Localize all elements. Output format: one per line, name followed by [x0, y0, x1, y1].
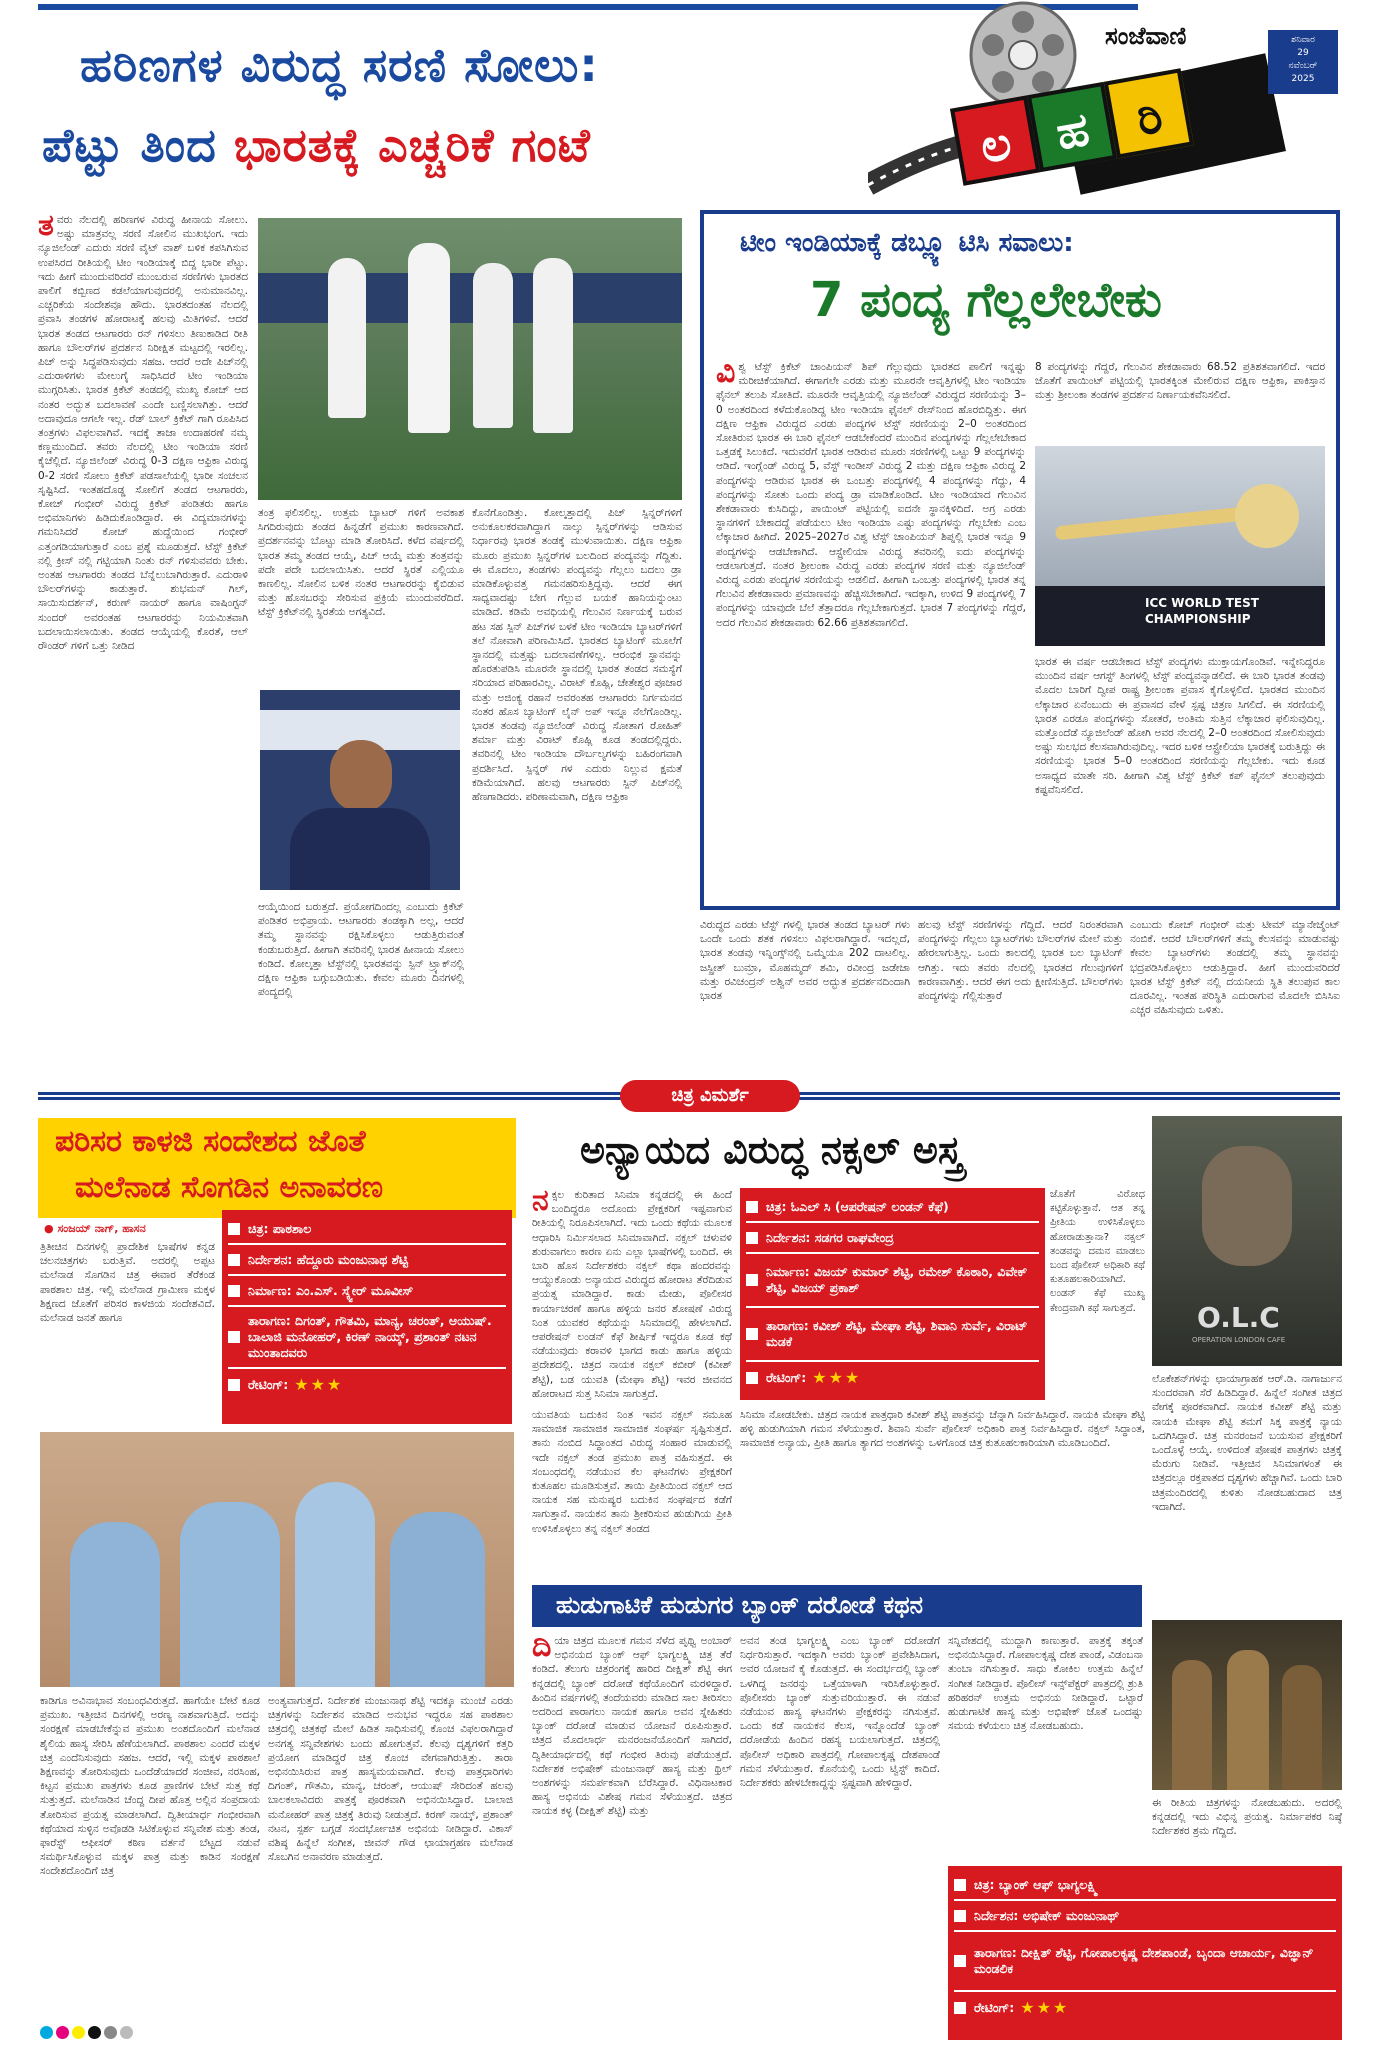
wtc-col2b: [1035, 655, 1325, 900]
wtc-col1: [716, 360, 1026, 900]
rating-stars: ★★★: [812, 1368, 862, 1387]
credit-text: ನಿರ್ದೇಶನ: ಅಭಿಷೇಕ್ ಮಂಜುನಾಥ್: [974, 1907, 1120, 1923]
credit-bullet: [746, 1328, 758, 1340]
credit-text: ಚಿತ್ರ: ಓಎಲ್ ಸಿ (ಆಪರೇಷನ್ ಲಂಡನ್ ಕೆಫೆ): [766, 1198, 949, 1214]
lead-article-col1: [38, 213, 248, 1081]
review2-col2: [532, 1408, 732, 1578]
review1-credits: [222, 1210, 512, 1424]
date-year: 2025: [1291, 74, 1315, 84]
credit-bullet: [746, 1201, 758, 1213]
review3-caption: [1152, 1796, 1342, 1856]
review3-col2: [740, 1634, 940, 2039]
review1-col1: [40, 1694, 260, 2039]
review1-headline-line2: ಮಲೆನಾಡ ಸೊಗಡಿನ ಅನಾವರಣ: [75, 1170, 383, 1205]
lead-headline-line1: ಹರಿಣಗಳ ವಿರುದ್ಧ ಸರಣಿ ಸೋಲು:: [80, 38, 599, 92]
team-walking-photo: [258, 218, 682, 500]
credit-row: [746, 1308, 1039, 1362]
lead-text-col3: ಕೊನೆಗೊಂಡಿತ್ತು. ಕೋಲ್ಕತ್ತಾದಲ್ಲಿ ಪಿಚ್ ಸ್ಪಿನ್ನರ್‌ಗಳಿಗೆ ಅನುಕೂಲಕರವಾಗಿದ್ದಾಗ ನಾಲ್ಕು ಸ್ಪಿನ್ನರ್‌ಗಳನ್ನು ಆಡಿಸುವ ನಿರ್ಧಾರವು ಭಾರತ ತಂಡಕ್ಕೆ ಮುಳುವಾಯಿತು. ದಕ್ಷಿಣ ಆಫ್ರಿಕಾ ಮೂರು ಪ್ರಮುಖ ಸ್ಪಿನ್ನರ್‌ಗಳ ಬಲದಿಂದ ಪಂದ್ಯವನ್ನು ಗೆದ್ದಿತು. ಈ ಮೊದಲು, ತಂಡಗಳು ಪಂದ್ಯವನ್ನು ಗೆಲ್ಲಲು ಬದಲು ಡ್ರಾ ಮಾಡಿಕೊಳ್ಳುವತ್ತ ಗಮನಹರಿಸುತ್ತಿದ್ದವು. ಆದರೆ ಈಗ ಸಾಧ್ಯವಾದಷ್ಟು ಬೇಗ ಗೆಲ್ಲುವ ಬಯಕೆ ಹಾನಿಯನ್ನುಂಟು ಮಾಡಿದೆ. ಕಡಿಮೆ ಅವಧಿಯಲ್ಲಿ ಗೆಲುವಿನ ನಿರ್ಣಯಕ್ಕೆ ಬರುವ ಹಟ ಸಹ ಸ್ಪಿನ್ ಪಿಚ್‌ಗಳ ಬಳಕೆ ಟೀಂ ಇಂಡಿಯಾ ಬ್ಯಾಟರ್‌ಗಳಿಗೆ ತಲೆ ನೋವಾಗಿ ಪರಿಣಮಿಸಿದೆ. ಭಾರತದ ಬ್ಯಾಟಿಂಗ್ ಮೂಲೆಗೆ ಸ್ಥಾನದಲ್ಲಿ ಮತ್ತಷ್ಟು ಬದಲಾವಣೆಗಳಿಲ್ಲ. ಆರಂಭಿಕ ಸ್ಥಾನವನ್ನು ಹೊರತುಪಡಿಸಿ ಮೂರನೇ ಸ್ಥಾನದಲ್ಲಿ ಭಾರತ ತಂಡದ ಸಮಸ್ಯೆಗೆ ಸರಿಯಾದ ಪರಿಹಾರವಿಲ್ಲ. ವಿರಾಟ್ ಕೊಹ್ಲಿ, ಚೇತೇಶ್ವರ ಪೂಜಾರ ಮತ್ತು ಅಜಿಂಕ್ಯ ರಹಾನೆ ಅವರಂತಹ ಆಟಗಾರರು ನಿರ್ಗಮನದ ನಂತರ ಹೊಸ ಬ್ಯಾಟಿಂಗ್ ಲೈನ್ ಅಪ್ ಇನ್ನೂ ನೆಲೆಗೊಂಡಿಲ್ಲ. ಭಾರತ ತಂಡವು ನ್ಯೂಜಿಲೆಂಡ್ ವಿರುದ್ಧ ಸೋತಾಗ ರೋಹಿತ್ ಶರ್ಮಾ ಮತ್ತು ವಿರಾಟ್ ಕೊಹ್ಲಿ ಕೂಡ ತಂಡದಲ್ಲಿದ್ದರು. ತವರಿನಲ್ಲಿ ಟೀಂ ಇಂಡಿಯಾ ದೌರ್ಬಲ್ಯಗಳನ್ನು ಬಹಿರಂಗವಾಗಿ ಪ್ರದರ್ಶಿಸಿದೆ. ಸ್ಪಿನ್ನರ್ ಗಳ ಎದುರು ನಿಲ್ಲುವ ಕ್ಷಮತೆ ಕಡಿಮೆಯಾಗಿದೆ. ಹಲವು ಆಟಗಾರರು ಸ್ಪಿನ್ ಪಿಚ್‌ನಲ್ಲಿ ಹೆಣಗಾಡಿದರು. ಪರಿಣಾಮವಾಗಿ, ದಕ್ಷಿಣ ಆಫ್ರಿಕಾ: [472, 507, 682, 804]
rating-row: [954, 1992, 1336, 2023]
coach-jersey: [290, 808, 430, 890]
review3-dropcap: ದಿ: [532, 1634, 552, 1664]
review3-col3: [948, 1634, 1143, 1859]
review1-text-col1: ಕಾಡಿಗೂ ಅವಿನಾಭಾವ ಸಂಬಂಧವಿರುತ್ತದೆ. ಹಾಗೆಯೇ ಬೇಟೆ ಕೂಡ ಪ್ರಮುಖ. ಇತ್ತೀಚಿನ ದಿನಗಳಲ್ಲಿ ಅರಣ್ಯ ನಾಶವಾಗುತ್ತಿದೆ. ಅದನ್ನು ಸಂರಕ್ಷಣೆ ಮಾಡಬೇಕೆನ್ನುವ ಪ್ರಮುಖ ಅಂಶದೊಂದಿಗೆ ಮಲೆನಾಡ ಶೈಲಿಯ ಹಾಸ್ಯ ಸೇರಿಸಿ ಹೆಣೆಯಲಾಗಿದೆ. ಪಾಠಶಾಲ ಎಂದರೆ ಮಕ್ಕಳ ಚಿತ್ರ ಎಂದೆನಿಸುವುದು ಸಹಜ. ಆದರೆ, ಇಲ್ಲಿ ಮಕ್ಕಳ ಪಾಠಶಾಲೆ ಶಿಕ್ಷಣವನ್ನು ತೋರಿಸುವುದು ಒಂದೆಡೆಯಾದರೆ ಸಂಜೀವ, ನರಸಿಂಹ, ಕಿಟ್ಟನ ಪ್ರಮುಖ ಪಾತ್ರಗಳು ಕೂಡ ಪ್ರಾಣಿಗಳ ಬೇಟೆ ಸುತ್ತ ಕಥೆ ಸುತ್ತುತ್ತದೆ. ಮಲೆನಾಡಿನ ಚೆಂದ್ದ ದೀಪ ಹೊತ್ತ ಅಲ್ಲಿನ ಸಂಪ್ರದಾಯ ತೋರಿಸುವ ಪ್ರಯತ್ನ ಮಾಡಲಾಗಿದೆ. ದ್ವಿತೀಯಾರ್ಧ ಗಂಭೀರವಾಗಿ ಕಥೆಯಾದ ಸುಳ್ಳಿನ ಅವೊಡಡಿ ಸಿಟಿಕೊಳ್ಳುವ ಸನ್ನಿವೇಶ ಮತ್ತು ತಂಡ, ಫಾರೆಸ್ಟ್ ಆಫೀಸರ್ ಕಠಿಣ ವರ್ತನೆ ಬೆಟ್ಟದ ನಡುವೆ ಸಮರ್ಥಿಸಿಕೊಳ್ಳುವ ಮಕ್ಕಳ ಪಾತ್ರ ಮತ್ತು ಕಾಡಿನ ಸಂರಕ್ಷಣೆ ಸಂದೇಶದೊಂದಿಗೆ ಚಿತ್ರ: [40, 1695, 260, 1878]
credit-row: [746, 1192, 1039, 1223]
credit-row: [746, 1254, 1039, 1308]
credit-bullet: [746, 1232, 758, 1244]
review2-credits: [740, 1188, 1045, 1400]
trophy-caption-2: CHAMPIONSHIP: [1145, 612, 1251, 626]
lead-text-col2b: ಆಯ್ಕೆಯಿಂದ ಬರುತ್ತದೆ. ಪ್ರಯೋಗದಿಂದಲ್ಲ ಎಂಬುದು ಕ್ರಿಕೆಟ್ ಪಂಡಿತರ ಅಭಿಪ್ರಾಯ. ಆಟಗಾರರು ತಂಡಕ್ಕಾಗಿ ಅಲ್ಲ, ಆದರೆ ತಮ್ಮ ಸ್ಥಾನವನ್ನು ರಕ್ಷಿಸಿಕೊಳ್ಳಲು ಆಡುತ್ತಿರುವಂತೆ ಕಂಡುಬರುತ್ತಿದೆ. ಹೀಗಾಗಿ ತವರಿನಲ್ಲಿ ಭಾರತ ಹೀನಾಯ ಸೋಲು ಕಂಡಿದೆ. ಕೋಲ್ಕತ್ತಾ ಟೆಸ್ಟ್‌ನಲ್ಲಿ ಭಾರತವನ್ನು ಸ್ಪಿನ್ ಟ್ರ್ಯಾಕ್‌ನಲ್ಲಿ ದಕ್ಷಿಣ ಆಫ್ರಿಕಾ ಬಗ್ಗುಬಡಿಯಿತು. ಕೇವಲ ಮೂರು ದಿನಗಳಲ್ಲಿ ಪಂದ್ಯದಲ್ಲಿ: [258, 901, 464, 999]
reg-dot: [56, 2026, 69, 2039]
wtc-trophy-photo: [1035, 446, 1325, 646]
review1-intro: [40, 1240, 215, 1420]
date-month: ನವೆಂಬರ್: [1288, 61, 1318, 71]
review1-intro-text: ತ್ರಿತೀಚಿನ ದಿನಗಳಲ್ಲಿ ಪ್ರಾದೇಶಿಕ ಭಾಷೆಗಳ ಕನ್ನಡ ಚಲನಚಿತ್ರಗಳು ಬರುತ್ತಿವೆ. ಅದರಲ್ಲಿ ಅಪ್ಪಟ ಮಲೆನಾಡ ಸೊಗಡಿನ ಚಿತ್ರ ಈವಾರ ತೆರೆಕಂಡ ಪಾಠಶಾಲ ಚಿತ್ರ. ಇಲ್ಲಿ ಮಲೆನಾಡ ಗ್ರಾಮೀಣ ಮಕ್ಕಳ ಶಿಕ್ಷಣದ ಜೊತೆಗೆ ಪರಿಸರ ಕಾಳಜಿಯ ಸಂದೇಶವಿದೆ. ಮಲೆನಾಡ ಜನತೆ ಹಾಗೂ: [40, 1241, 215, 1325]
section-letter: ಲ: [950, 95, 1040, 185]
lead-headline-line2: [42, 118, 591, 174]
review2-col1: [532, 1188, 732, 1403]
credit-text: ಚಿತ್ರ: ಪಾಠಶಾಲ: [248, 1220, 312, 1236]
rating-row: [228, 1369, 506, 1400]
review3-text-col1: ಯಾ ಚಿತ್ರದ ಮೂಲಕ ಗಮನ ಸೆಳೆದ ಪೃಥ್ವಿ ಅಂಬಾರ್ ಅಭಿನಯದ ಬ್ಯಾಂಕ್ ಆಫ್ ಭಾಗ್ಯಲಕ್ಷ್ಮಿ ಚಿತ್ರ ತೆರೆ ಕಂಡಿದೆ. ತೆಲುಗು ಚಿತ್ರರಂಗಕ್ಕೆ ಹಾರಿದ ದೀಕ್ಷಿತ್ ಶೆಟ್ಟಿ ಈಗ ಕನ್ನಡದಲ್ಲಿ ಬ್ಯಾಂಕ್ ದರೋಡೆ ಕಥೆಯೊಂದಿಗೆ ಮರಳಿದ್ದಾರೆ. ಹಿಂದಿನ ವರ್ಷಗಳಲ್ಲಿ ತಂದೆಯವರು ಮಾಡಿದ ಸಾಲ ತೀರಿಸಲು ಅದರಿಂದ ಪಾರಾಗಲು ನಾಯಕ ಹಾಗೂ ಅವನ ಸ್ನೇಹಿತರು ಬ್ಯಾಂಕ್ ದರೋಡೆ ಮಾಡುವ ಯೋಜನೆ ರೂಪಿಸುತ್ತಾರೆ. ಚಿತ್ರದ ಮೊದಲಾರ್ಧ ಮನರಂಜನೆಯೊಂದಿಗೆ ಸಾಗಿದರೆ, ದ್ವಿತೀಯಾರ್ಧದಲ್ಲಿ ಕಥೆ ಗಂಭೀರ ತಿರುವು ಪಡೆಯುತ್ತದೆ. ನಿರ್ದೇಶಕ ಅಭಿಷೇಕ್ ಮಂಜುನಾಥ್ ಹಾಸ್ಯ ಮತ್ತು ಥ್ರಿಲ್ ಅಂಶಗಳನ್ನು ಸಮರ್ಪಕವಾಗಿ ಬೆರೆಸಿದ್ದಾರೆ. ವಿಧಿನಾಟಕಾರ ಹಾಸ್ಯ ಅಭಿನಯ ವಿಶೇಷ ಗಮನ ಸೆಳೆಯುತ್ತದೆ. ಚಿತ್ರದ ನಾಯಕ ಕಳ್ಳ (ದೀಕ್ಷಿತ್ ಶೆಟ್ಟಿ) ಮತ್ತು: [532, 1635, 732, 1818]
credit-bullet: [228, 1254, 240, 1266]
credit-bullet: [954, 1955, 966, 1967]
reg-dot: [88, 2026, 101, 2039]
review2-dropcap: ನ: [532, 1188, 549, 1218]
lead-bottom-col-b: [918, 918, 1123, 1083]
lead-article-col2: [258, 506, 464, 686]
review1-text-col2: ಅಂತ್ಯವಾಗುತ್ತದೆ. ನಿರ್ದೇಶಕ ಮಂಜುನಾಥ ಶೆಟ್ಟಿ ಇದಕ್ಕೂ ಮುಂಚೆ ಎರಡು ಚಿತ್ರಗಳನ್ನು ನಿರ್ದೇಶನ ಮಾಡಿದ ಅನುಭವ ಇದ್ದರೂ ಸಹ ಪಾಠಶಾಲ ಚಿತ್ರದಲ್ಲಿ ಚಿತ್ರಕಥೆ ಮೇಲೆ ಹಿಡಿತ ಸಾಧಿಸುವಲ್ಲಿ ಕೊಂಚ ವಿಫಲರಾಗಿದ್ದಾರೆ ಅನಗತ್ಯ ಸನ್ನಿವೇಶಗಳು ಬಂದು ಹೋಗುತ್ತವೆ. ಕೆಲವು ದೃಶ್ಯಗಳಿಗೆ ಕತ್ತರಿ ಪ್ರಯೋಗ ಮಾಡಿದ್ದರೆ ಚಿತ್ರ ಕೊಂಚ ವೇಗವಾಗಿರುತ್ತಿತ್ತು. ತಾರಾ ಅಭಿನಯಿಸಿರುವ ಪಾತ್ರ ಹಾಸ್ಯಮಯವಾಗಿದೆ. ಕೆಲವು ಪಾತ್ರಧಾರಿಗಳು ದಿಗಂತ್, ಗೌತಮಿ, ಮಾನ್ಯ, ಚರಂತ್, ಆಯುಷ್ ಸೇರಿದಂತೆ ಹಲವು ಬಾಲಕಲಾವಿದರು ಪಾತ್ರಕ್ಕೆ ಪೂರಕವಾಗಿ ಅಭಿನಯಿಸಿದ್ದಾರೆ. ಬಾಲಾಜಿ ಮನೋಹರ್ ಪಾತ್ರ ಚಿತ್ರಕ್ಕೆ ತಿರುವು ನೀಡುತ್ತದೆ. ಕಿರಣ್ ನಾಯ್ಕ್, ಪ್ರಶಾಂತ್ ನಟನ, ಸ್ಪರ್ಶ ಬಗ್ಗಡೆ ಸಂದರ್ಭೋಚಿತ ಅಭಿನಯ ನೀಡಿದ್ದಾರೆ. ವಿಕಾಸ್ ವಶಿಷ್ಠ ಹಿನ್ನೆಲೆ ಸಂಗೀತ, ಜೀವನ್ ಗೌಡ ಛಾಯಾಗ್ರಹಣ ಮಲೆನಾಡ ಸೊಬಗಿನ ಅನಾವರಣ ಮಾಡುತ್ತದೆ.: [268, 1695, 513, 1864]
headline-part-red: ಭಾರತಕ್ಕೆ ಎಚ್ಚರಿಕೆ ಗಂಟೆ: [233, 118, 591, 172]
credit-row: [954, 1901, 1336, 1932]
review2-text-col4: ಲೊಕೇಶನ್‌ಗಳನ್ನು ಛಾಯಾಗ್ರಾಹಕ ಆರ್.ಡಿ. ನಾಗಾರ್ಜುನ ಸುಂದರವಾಗಿ ಸೆರೆ ಹಿಡಿದಿದ್ದಾರೆ. ಹಿನ್ನೆಲೆ ಸಂಗೀತ ಚಿತ್ರದ ವೇಗಕ್ಕೆ ಪೂರಕವಾಗಿದೆ. ನಾಯಕ ಕವೀಶ್ ಶೆಟ್ಟಿ ಮತ್ತು ನಾಯಕಿ ಮೇಘಾ ಶೆಟ್ಟಿ ತಮಗೆ ಸಿಕ್ಕ ಪಾತ್ರಕ್ಕೆ ನ್ಯಾಯ ಒದಗಿಸಿದ್ದಾರೆ. ಚಿತ್ರ ಮನರಂಜನೆ ಬಯಸುವ ಪ್ರೇಕ್ಷಕರಿಗೆ ಒಂದೊಳ್ಳೆ ಆಯ್ಕೆ. ಉಳಿದಂತೆ ಪೋಷಕ ಪಾತ್ರಗಳು ಚಿತ್ರಕ್ಕೆ ಮೆರುಗು ನೀಡಿವೆ. ಇತ್ತೀಚಿನ ಸಿನಿಮಾಗಳಂತೆ ಈ ಚಿತ್ರದಲ್ಲೂ ರಕ್ತಪಾತದ ದೃಶ್ಯಗಳು ಹೆಚ್ಚಾಗಿವೆ. ಒಂದು ಬಾರಿ ಚಿತ್ರಮಂದಿರದಲ್ಲಿ ಕುಳಿತು ನೋಡಬಹುದಾದ ಚಿತ್ರ ಇದಾಗಿದೆ.: [1152, 1373, 1342, 1513]
brand-logo: ಸಂಜೆವಾಣಿ: [1105, 22, 1187, 50]
review3-text-col3: ಸನ್ನಿವೇಶದಲ್ಲಿ ಮುದ್ದಾಗಿ ಕಾಣುತ್ತಾರೆ. ಪಾತ್ರಕ್ಕೆ ತಕ್ಕಂತೆ ಅಭಿನಯಿಸಿದ್ದಾರೆ. ಗೋಪಾಲಕೃಷ್ಣ ದೇಶ ಪಾಂಡೆ, ವಿಡಂಬನಾ ತುಂಬಾ ನಗಿಸುತ್ತಾರೆ. ಸಾಧು ಕೋಕಿಲ ಉತ್ತಮ ಹಿನ್ನೆಲೆ ಸಂಗೀತ ನೀಡಿದ್ದಾರೆ. ಪೊಲೀಸ್ ಇನ್ಸ್‌ಪೆಕ್ಟರ್ ಪಾತ್ರದಲ್ಲಿ ಶ್ರುತಿ ಹರಿಹರನ್ ಉತ್ತಮ ಅಭಿನಯ ನೀಡಿದ್ದಾರೆ. ಒಟ್ಟಾರೆ ಹುಡುಗಾಟಿಕೆ ಹಾಸ್ಯ ಮತ್ತು ಅಭಿಷೇಕ್ ಜೊತೆ ಒಂದಷ್ಟು ಸಮಯ ಕಳೆಯಲು ಚಿತ್ರ ನೋಡಬಹುದು.: [948, 1635, 1143, 1733]
wtc-text-col2b: ಭಾರತ ಈ ವರ್ಷ ಆಡಬೇಕಾದ ಟೆಸ್ಟ್ ಪಂದ್ಯಗಳು ಮುಕ್ತಾಯಗೊಂಡಿವೆ. ಇನ್ನೇನಿದ್ದರೂ ಮುಂದಿನ ವರ್ಷ ಆಗಸ್ಟ್ ತಿಂಗಳಲ್ಲಿ ಟೆಸ್ಟ್ ಪಂದ್ಯವನ್ನಾಡಲಿದೆ. ಈ ಬಾರಿ ಭಾರತ ತಂಡವು ಮೊದಲ ಬಾರಿಗೆ ದ್ವೀಪ ರಾಷ್ಟ್ರ ಶ್ರೀಲಂಕಾ ಪ್ರವಾಸ ಕೈಗೊಳ್ಳಲಿದೆ. ಭಾರತದ ಮುಂದಿನ ಲೆಕ್ಕಾಚಾರ ಏನೆಂಬುದು ಈ ಪ್ರವಾಸದ ವೇಳೆ ಸ್ಪಷ್ಟ ಚಿತ್ರಣ ಸಿಗಲಿದೆ. ಈ ಸರಣಿಯಲ್ಲಿ ಭಾರತ ಎರಡೂ ಪಂದ್ಯಗಳನ್ನು ಸೋತರೆ, ಅಂತಿಮ ಸುತ್ತಿನ ಲೆಕ್ಕಾಚಾರ ಫಲಿಸುವುದಿಲ್ಲ. ಮತ್ತೊಂದೆಡೆ ನ್ಯೂಜಿಲೆಂಡ್ ಹೋಗಿ ಅವರ ನೆಲದಲ್ಲಿ 2–0 ಅಂತರದಿಂದ ಸೋಲಿಸುವುದು ಅಷ್ಟು ಸುಲಭದ ಕೆಲಸವಾಗಿರುವುದಿಲ್ಲ. ಇದರ ಬಳಿಕ ಆಸ್ಟ್ರೇಲಿಯಾ ಭಾರತಕ್ಕೆ ಬರುತ್ತಿದ್ದು ಈ ಸರಣಿಯನ್ನು ಭಾರತ 5–0 ಅಂತರದಿಂದ ಸರಣಿಯನ್ನು ಗೆಲ್ಲಬೇಕು. ಇದು ಕೂಡ ಅಸಾಧ್ಯದ ಮಾತೇ ಸರಿ. ಹೀಗಾಗಿ ವಿಶ್ವ ಟೆಸ್ಟ್ ಕ್ರಿಕೆಟ್ ಕಪ್ ಫೈನಲ್ ತಲುಪುವುದು ಕಷ್ಟವೆನಿಸಲಿದೆ.: [1035, 656, 1325, 796]
review1-headline-line1: ಪರಿಸರ ಕಾಳಜಿ ಸಂದೇಶದ ಜೊತೆ: [55, 1124, 366, 1159]
credit-text: ತಾರಾಗಣ: ದಿಗಂತ್, ಗೌತಮಿ, ಮಾನ್ಯ, ಚರಂತ್, ಆಯುಷ್. ಬಾಲಾಜಿ ಮನೋಹರ್, ಕಿರಣ್ ನಾಯ್ಕ್, ಪ್ರಶಾಂತ್ ನಟನ ಮುಂತಾದವರು: [248, 1313, 492, 1360]
mace-handle: [1055, 506, 1255, 541]
wtc-headline-line1: ಟೀಂ ಇಂಡಿಯಾಕ್ಕೆ ಡಬ್ಲ್ಯೂ ಟಿಸಿ ಸವಾಲು:: [740, 228, 1074, 258]
review2-text-col2: ಯುವತಿಯ ಬದುಕಿನ ನಿಂತ ಇವನ ನಕ್ಸಲ್ ಸಮೂಹ ಸಾಮಾಜಿಕ ಸಾಮಾಜಿಕ ಸಾಮಾಜಿಕ ಸಂಘರ್ಷ ಸೃಷ್ಟಿಸುತ್ತದೆ. ತಾನು ನಂಬಿದ ಸಿದ್ಧಾಂತದ ವಿರುದ್ಧ ಸಂಹಾರ ಮಾಡುವಲ್ಲಿ ಇದೇ ನಕ್ಸಲ್ ತಂಡ ಪ್ರಮುಖ ಪಾತ್ರ ವಹಿಸುತ್ತದೆ. ಈ ಸಂಬಂಧದಲ್ಲಿ ನಡೆಯುವ ಕೆಲ ಘಟನೆಗಳು ಪ್ರೇಕ್ಷಕರಿಗೆ ಕುತೂಹಲ ಮೂಡಿಸುತ್ತವೆ. ತಾಯಿ ಪ್ರೀತಿಯಿಂದ ನಕ್ಸಲ್ ಆದ ನಾಯಕ ಸಹ ಮನುಷ್ಯರ ಬದುಕಿನ ಸಂಘರ್ಷದ ಕಡೆಗೆ ಸಾಗುತ್ತಾನೆ. ನಾಯಕನ ತಾನು ಶ್ರೀಕರಿಸುವ ಹುಡುಗಿಯ ಪ್ರೀತಿ ಉಳಿಸಿಕೊಳ್ಳಲು ತನ್ನ ನಕ್ಸಲ್ ತಂಡದ: [532, 1409, 732, 1535]
reg-dot: [120, 2026, 133, 2039]
wtc-col2: [1035, 360, 1325, 440]
review1-col2: [268, 1694, 513, 2039]
olc-poster: [1152, 1116, 1342, 1366]
poster-title: O.L.C: [1197, 1301, 1280, 1334]
section-letter: ರಿ: [1104, 68, 1194, 158]
child-figure: [70, 1522, 160, 1687]
poster-figure: [1172, 1660, 1212, 1790]
poster-subtitle: OPERATION LONDON CAFE: [1192, 1336, 1286, 1344]
credit-bullet: [954, 1879, 966, 1891]
date-day: ಶನಿವಾರ: [1291, 35, 1315, 45]
review3-col1: [532, 1634, 732, 2039]
credit-row: [228, 1245, 506, 1276]
credit-row: [228, 1214, 506, 1245]
credit-text: ನಿರ್ದೇಶನ: ಸಡಗರ ರಾಘವೇಂದ್ರ: [766, 1229, 894, 1245]
date-num: 29: [1297, 48, 1309, 58]
credit-bullet: [228, 1379, 240, 1391]
review1-byline-text: ಸಂಜಯ್ ನಾಗ್, ಹಾಸನ: [57, 1222, 146, 1235]
credit-text: ತಾರಾಗಣ: ದೀಕ್ಷಿತ್ ಶೆಟ್ಟಿ, ಗೋಪಾಲಕೃಷ್ಣ ದೇಶಪಾಂಡೆ, ಬೃಂದಾ ಆಚಾರ್ಯ, ವಿಜ್ಞಾನ್ ಮಂಡಲಿಕ: [974, 1945, 1314, 1976]
review2-headline: ಅನ್ಯಾಯದ ವಿರುದ್ಧ ನಕ್ಸಲ್ ಅಸ್ತ್ರ: [580, 1128, 963, 1172]
player-figure: [328, 258, 366, 418]
wtc-text-col1: ಶ್ವ ಟೆಸ್ಟ್ ಕ್ರಿಕೆಟ್ ಚಾಂಪಿಯನ್ ಶಿಪ್ ಗೆಲ್ಲುವುದು ಭಾರತದ ಪಾಲಿಗೆ ಇನ್ನಷ್ಟು ಮರೀಚಿಕೆಯಾಗಿದೆ. ಈಗಾಗಲೇ ಎರಡು ಮತ್ತು ಮೂರನೇ ಆವೃತ್ತಿಗಳಲ್ಲಿ ಟೀಂ ಇಂಡಿಯಾ ಫೈನಲ್ ತಲುಪಿ ಸೋತಿದೆ. ಮೂರನೇ ಆವೃತ್ತಿಯಲ್ಲಿ ನ್ಯೂಜಿಲೆಂಡ್ ವಿರುದ್ಧದ ಸರಣಿಯನ್ನು 3–0 ಅಂತರದಿಂದ ಕಳೆದುಕೊಂಡಿದ್ದ ಟೀಂ ಇಂಡಿಯಾ ಫೈನಲ್ ರೇಸ್‌ನಿಂದ ಹೊರಬಿದ್ದಿತ್ತು. ಈಗ ದಕ್ಷಿಣ ಆಫ್ರಿಕಾ ವಿರುದ್ಧದ ಎರಡು ಪಂದ್ಯಗಳ ಟೆಸ್ಟ್ ಸರಣಿಯನ್ನು 2–0 ಅಂತರದಿಂದ ಸೋತಿರುವ ಭಾರತ ಈ ಬಾರಿ ಫೈನಲ್ ಆಡಬೇಕೆಂದರೆ ಮುಂದಿನ ಪಂದ್ಯಗಳನ್ನು ಗೆಲ್ಲಲೇಬೇಕಾದ ಒತ್ತಡಕ್ಕೆ ಸಿಲುಕಿದೆ. ಇದುವರೆಗೆ ಭಾರತ ಆಡಿರುವ ಮೂರು ಸರಣಿಗಳಲ್ಲಿ ಒಟ್ಟು 9 ಪಂದ್ಯಗಳನ್ನು ಆಡಿದೆ. ಇಂಗ್ಲೆಂಡ್ ವಿರುದ್ಧ 5, ವೆಸ್ಟ್ ಇಂಡೀಸ್ ವಿರುದ್ಧ 2 ಮತ್ತು ದಕ್ಷಿಣ ಆಫ್ರಿಕಾ ವಿರುದ್ಧ 2 ಪಂದ್ಯಗಳನ್ನು ಆಡಿರುವ ಭಾರತ ಈ ಒಂಬತ್ತು ಪಂದ್ಯಗಳಲ್ಲಿ 4 ಪಂದ್ಯಗಳನ್ನು ಗೆದ್ದು, 4 ಪಂದ್ಯಗಳನ್ನು ಸೋತು ಒಂದು ಪಂದ್ಯ ಡ್ರಾ ಮಾಡಿಕೊಂಡಿದೆ. ಟೀಂ ಇಂಡಿಯಾದ ಗೆಲುವಿನ ಶೇಕಡಾವಾರು ಕುಸಿದಿದ್ದು, ಪಾಯಿಂಟ್ ಪಟ್ಟಿಯಲ್ಲಿ ಐದನೇ ಸ್ಥಾನಕ್ಕಿಳಿದಿದೆ. ಅಗ್ರ ಎರಡು ಸ್ಥಾನಗಳಿಗೆ ಬೇಕಾದದ್ದೆ ಪಡೆಯಲು ಟೀಂ ಇಂಡಿಯಾ ಎಷ್ಟು ಪಂದ್ಯಗಳನ್ನು ಗೆಲ್ಲಬೇಕು ಎಂಬ ಲೆಕ್ಕಾಚಾರ ಹೀಗಿದೆ. 2025–2027ರ ವಿಶ್ವ ಟೆಸ್ಟ್ ಚಾಂಪಿಯನ್ ಶಿಪ್ನಲ್ಲಿ ಭಾರತ ಇನ್ನೂ 9 ಪಂದ್ಯಗಳನ್ನು ಆಡಬೇಕಾಗಿದೆ. ಆಸ್ಟ್ರೇಲಿಯಾ ವಿರುದ್ಧ ತವರಿನಲ್ಲಿ ಐದು ಪಂದ್ಯಗಳನ್ನು ಆಡಲಾಗುತ್ತದೆ. ನಂತರ ಶ್ರೀಲಂಕಾ ವಿರುದ್ಧ ಎರಡು ಪಂದ್ಯಗಳ ಸರಣಿ ಮತ್ತು ನ್ಯೂಜಿಲೆಂಡ್ ವಿರುದ್ಧ ಎರಡು ಪಂದ್ಯಗಳ ಸರಣಿಯನ್ನು ಆಡಲಿದೆ. ಹೀಗಾಗಿ ಒಂಬತ್ತು ಪಂದ್ಯಗಳಲ್ಲಿ ಭಾರತ ತನ್ನ ಗೆಲುವಿನ ಶೇಕಡಾವಾರು ಪ್ರಮಾಣವನ್ನು ಹೆಚ್ಚಿಸಬೇಕಾಗಿದೆ. ಇದಕ್ಕಾಗಿ, ಉಳಿದ 9 ಪಂದ್ಯಗಳಲ್ಲಿ 7 ಪಂದ್ಯಗಳನ್ನು ಯಾವುದೇ ಬೆಲೆ ತೆತ್ತಾದರೂ ಗೆಲ್ಲಬೇಕಾಗುತ್ತದೆ. ಭಾರತ 7 ಪಂದ್ಯಗಳನ್ನು ಗೆದ್ದರೆ, ಅದರ ಗೆಲುವಿನ ಶೇಕಡಾವಾರು 62.66 ಪ್ರತಿಶತವಾಗಲಿದೆ.: [716, 361, 1026, 629]
lead-text-col1: ವರು ನೆಲದಲ್ಲಿ ಹರಿಣಗಳ ವಿರುದ್ಧ ಹೀನಾಯ ಸೋಲು. ಅಷ್ಟು ಮಾತ್ರವಲ್ಲ ಸರಣಿ ಸೋಲಿನ ಮುಖಭಂಗ. ಇದು ನ್ಯೂಜಿಲೆಂಡ್ ಎದುರು ಸರಣಿ ವೈಟ್ ವಾಶ್ ಬಳಿಕ ಕಪಸಿಗಿಸುವ ಉಪಸಿರದ ರೀತಿಯಲ್ಲಿ ಟೀಂ ಇಂಡಿಯಾಕ್ಕೆ ಬಿದ್ದ ಭಾರೀ ಪೆಟ್ಟು. ಇದು ಹೀಗೆ ಮುಂದುವರಿದರೆ ಮುಂಬರುವ ಸರಣಿಗಳು ಭಾರತದ ಪಾಲಿಗೆ ಕಬ್ಬಿಣದ ಕಡಲೆಯಾಗುವುದರಲ್ಲಿ ಅನುಮಾನವಿಲ್ಲ. ಎಚ್ಚರಿಕೆಯ ಸಂದೇಶವೂ ಹೌದು. ಭಾರತದಂತಹ ನೆಲದಲ್ಲಿ ಪ್ರವಾಸಿ ತಂಡಗಳ ಹೋರಾಟಕ್ಕೆ ಹಲವು ಮಿತಿಗಳಿವೆ. ಆದರೆ ಭಾರತ ತಂಡದ ಆಟಗಾರರು ರನ್ ಗಳಿಸಲು ತಿಣುಕಾಡಿದ ರೀತಿ ಹಾಗೂ ಬೌಲರ್‌ಗಳ ಪ್ರದರ್ಶನ ನಿರೀಕ್ಷಿತ ಮಟ್ಟದಲ್ಲಿ ಇರಲಿಲ್ಲ. ಪಿಚ್ ಅನ್ನು ಸಿದ್ಧಪಡಿಸುವುದು ಸಹಜ. ಆದರೆ ಅದೇ ಪಿಚ್‌ನಲ್ಲಿ ಎದುರಾಳಿಗಳು ಮೇಲುಗೈ ಸಾಧಿಸಿದರೆ ಟೀಂ ಇಂಡಿಯಾ ಮುಗ್ಗರಿಸಿತು. ಭಾರತ ಕ್ರಿಕೆಟ್ ತಂಡದಲ್ಲಿ ಮುಖ್ಯ ಕೋಚ್ ಆದ ನಂತರ ಅದ್ಭುತ ಬದಲಾವಣೆ ಎಂದೇ ಬಣ್ಣಿಸಲಾಗಿತ್ತು. ಆದರೆ ಅದಾವುದೂ ಆಗಲೇ ಇಲ್ಲ. ರೆಡ್ ಬಾಲ್ ಕ್ರಿಕೆಟ್ ಗಾಗಿ ರೂಪಿಸಿದ ತಂತ್ರಗಳು ವಿಫಲವಾಗಿವೆ. ಇದಕ್ಕೆ ತಾಜಾ ಉದಾಹರಣೆ ನಮ್ಮ ಕಣ್ಣಮುಂದಿದೆ. ತವರು ನೆಲದಲ್ಲಿ ಟೀಂ ಇಂಡಿಯಾ ಸರಣಿ ಕೈಚೆಲ್ಲಿದೆ. ನ್ಯೂಜಿಲೆಂಡ್ ವಿರುದ್ಧ 0-3 ದಕ್ಷಿಣ ಆಫ್ರಿಕಾ ವಿರುದ್ಧ 0-2 ಸರಣಿ ಸೋಲು ಕ್ರಿಕೆಟ್ ಪಡಸಾಲೆಯಲ್ಲಿ ಭಾರೀ ಸಂಚಲನ ಸೃಷ್ಟಿಸಿದೆ. ಇಂತಹದೊಡ್ಡ ಸೋಲಿಗೆ ತಂಡದ ಆಟಗಾರರು, ಕೋಚ್ ಗಂಭೀರ್ ವಿರುದ್ಧ ಕ್ರಿಕೆಟ್ ಪಂಡಿತರು ಹಾಗೂ ಅಭಿಮಾನಿಗಳು ಹಿಡಿದುಕೊಂಡಿದ್ದಾರೆ. ಈ ವಿದ್ಯಮಾನಗಳನ್ನು ಗಮನಿಸಿದರೆ ಕೋಚ್ ಹುದ್ದೆಯಿಂದ ಗಂಭೀರ್ ಎತ್ತಂಗಡಿಯಾಗುತ್ತಾರೆ ಎಂಬ ಪ್ರಶ್ನೆ ಮೂಡುತ್ತದೆ. ಟೆಸ್ಟ್ ಕ್ರಿಕೆಟ್ ನಲ್ಲಿ ಕ್ರೀಸ್ ನಲ್ಲಿ ಗಟ್ಟಿಯಾಗಿ ನಿಂತು ರನ್ ಗಳಿಸುವವರು ಬೇಕು. ಅಂತಹ ಆಟಗಾರರು ತಂಡದ ಬೆನ್ನೆಲುಬಾಗಿರುತ್ತಾರೆ. ಎದುರಾಳಿ ಬೌಲರ್‌ಗಳನ್ನು ಕಾಡುತ್ತಾರೆ. ಶುಭಮನ್ ಗಿಲ್, ಸಾಯಿಸುದರ್ಶನ್, ಕರುಣ್ ನಾಯರ್ ಹಾಗೂ ವಾಷಿಂಗ್ಟನ್ ಸುಂದರ್ ಅವರಂತಹ ಆಟಗಾರರನ್ನು ನಿಯಮಿತವಾಗಿ ಬದಲಾಯಿಸಲಾಯಿತು. ತಂಡದ ಆಯ್ಕೆಯಲ್ಲಿ ಕೊರತೆ, ಆಲ್ ರೌಂಡರ್ ಗಳಿಗೆ ಒತ್ತು ನೀಡಿದ: [38, 214, 248, 653]
wtc-headline-line2: 7 ಪಂದ್ಯ ಗೆಲ್ಲಲೇಬೇಕು: [810, 272, 1162, 328]
credit-row: [228, 1307, 506, 1369]
rating-row: [746, 1362, 1039, 1393]
credit-bullet: [746, 1372, 758, 1384]
child-figure: [295, 1482, 375, 1687]
wtc-text-col2: 8 ಪಂದ್ಯಗಳನ್ನು ಗೆದ್ದರೆ, ಗೆಲುವಿನ ಶೇಕಡಾವಾರು 68.52 ಪ್ರತಿಶತವಾಗಲಿದೆ. ಇದರ ಜೊತೆಗೆ ಪಾಯಿಂಟ್ ಪಟ್ಟಿಯಲ್ಲಿ ಭಾರತಕ್ಕಿಂತ ಮೇಲಿರುವ ದಕ್ಷಿಣ ಆಫ್ರಿಕಾ, ಪಾಕಿಸ್ತಾನ ಮತ್ತು ಶ್ರೀಲಂಕಾ ತಂಡಗಳ ಪ್ರದರ್ಶನ ನಿರ್ಣಾಯಕವೆನಿಸಲಿದೆ.: [1035, 361, 1325, 402]
rating-label: ರೇಟಿಂಗ್:: [974, 1999, 1015, 2015]
credit-bullet: [746, 1274, 758, 1286]
trophy-caption-1: ICC WORLD TEST: [1145, 596, 1259, 610]
review3-credits: [948, 1866, 1342, 2040]
mace-head: [1235, 484, 1299, 548]
credit-bullet: [228, 1223, 240, 1235]
child-figure: [180, 1502, 280, 1687]
poster-figure: [1227, 1650, 1269, 1790]
coach-head: [330, 740, 392, 812]
credit-text: ನಿರ್ದೇಶನ: ಹೆದ್ದೂರು ಮಂಜುನಾಥ ಶೆಟ್ಟಿ: [248, 1251, 409, 1267]
lead-article-col3: [472, 506, 682, 1081]
review2-text-col1: ಕ್ಸಲ ಕುರಿತಾದ ಸಿನಿಮಾ ಕನ್ನಡದಲ್ಲಿ ಈ ಹಿಂದೆ ಬಂದಿದ್ದರೂ ಅದೊಂದು ಪ್ರೇಕ್ಷಕರಿಗೆ ಇಷ್ಟವಾಗುವ ರೀತಿಯಲ್ಲಿ ನಿರೂಪಿಸಲಾಗಿದೆ. ಇದು ಒಂದು ಕಥೆಯ ಮೂಲಕ ಆಧಾರಿಸಿ ನಿರ್ಮಿಸಲಾದ ಸಿನಿಮಾವಾಗಿದೆ. ನಕ್ಸಲ್ ಚಳುವಳಿ ಶುರುವಾಗಲು ಕಾರಣ ಏನು ಎಲ್ಲಾ ಭಾಷೆಗಳಲ್ಲಿ ಬಂದಿದೆ. ಈ ಬಾರಿ ಹೊಸ ನಿರ್ದೇಶಕರು ನಕ್ಸಲ್ ಕಥಾ ಹಂದರವನ್ನು ಆಯ್ದುಕೊಂಡು ಅನ್ಯಾಯದ ವಿರುದ್ಧದ ಹೋರಾಟ ತೆರೆದಿಡುವ ಪ್ರಯತ್ನ ಮಾಡಿದ್ದಾರೆ. ಕಾಡು ಮೇಡು, ಪೊಲೀಸರ ಕಾರ್ಯಾಚರಣೆ ಹಾಗೂ ಹಳ್ಳಿಯ ಜನರ ಶೋಷಣೆ ವಿರುದ್ಧ ನಿಂತ ಯುವಕರ ಕಥೆಯನ್ನು ಸಿನಿಮಾದಲ್ಲಿ ಹೇಳಲಾಗಿದೆ. ಆಪರೇಷನ್ ಲಂಡನ್ ಕೆಫೆ ಶೀರ್ಷಿಕೆ ಇದ್ದರೂ ಕೂಡ ಕಥೆ ನಡೆಯುವುದು ಕರಾವಳಿ ಭಾಗದ ಕಾಡು ಹಾಗೂ ಹಳ್ಳಿಯ ಪ್ರದೇಶದಲ್ಲಿ. ಚಿತ್ರದ ನಾಯಕ ನಕ್ಸಲ್ ಕಬೀರ್ (ಕವೀಶ್ ಶೆಟ್ಟಿ), ಬಡ ಯುವತಿ (ಮೇಘಾ ಶೆಟ್ಟಿ) ಇವರ ಜೀವನದ ಹೋರಾಟದ ಸುತ್ತ ಸಿನಿಮಾ ಸಾಗುತ್ತದೆ.: [532, 1189, 732, 1400]
reg-dot: [72, 2026, 85, 2039]
section-letter: ಹ: [1027, 82, 1117, 172]
credit-bullet: [954, 2002, 966, 2014]
review1-byline: ● ಸಂಜಯ್ ನಾಗ್, ಹಾಸನ: [44, 1222, 146, 1235]
rating-label: ರೇಟಿಂಗ್:: [248, 1376, 289, 1392]
wtc-dropcap: ವಿ: [716, 360, 736, 390]
rating-stars: ★★★: [294, 1375, 344, 1394]
lead-dropcap: ತ: [38, 213, 54, 243]
lead-bottom-text-b: ಹಲವು ಟೆಸ್ಟ್ ಸರಣಿಗಳನ್ನು ಗೆದ್ದಿದೆ. ಆದರೆ ನಿರಂತರವಾಗಿ ಪಂದ್ಯಗಳನ್ನು ಗೆಲ್ಲಲು ಬ್ಯಾಟರ್‌ಗಳು ಬೌಲರ್‌ಗಳ ಮೇಲೆ ಮತ್ತು ಹೇರಲಾಗುತ್ತಿಲ್ಲ. ಒಂದು ಕಾಲದಲ್ಲಿ ಭಾರತ ಬಲ ಬ್ಯಾಟಿಂಗ್ ಆಗಿತ್ತು. ಇದು ತವರು ನೆಲದಲ್ಲಿ ಭಾರತದ ಗೆಲುವುಗಳಿಗೆ ಕಾರಣವಾಗಿತ್ತು. ಆದರೆ ಈಗ ಅದು ಕ್ಷೀಣಿಸುತ್ತಿದೆ. ಬೌಲರ್‌ಗಳು ಪಂದ್ಯಗಳನ್ನು ಗೆಲ್ಲಿಸುತ್ತಾರೆ: [918, 919, 1123, 1003]
lead-bottom-col-c: [1130, 918, 1340, 1083]
rating-label: ರೇಟಿಂಗ್:: [766, 1369, 807, 1385]
review2-side-text: ಜೊತೆಗೆ ವಿರೋಧ ಕಟ್ಟಿಕೊಳ್ಳುತ್ತಾನೆ. ಆತ ತನ್ನ ಪ್ರೀತಿಯ ಉಳಿಸಿಕೊಳ್ಳಲು ಹೋರಾಡುತ್ತಾನಾ? ನಕ್ಸಲ್ ತಂಡವನ್ನು ದಮನ ಮಾಡಲು ಬಂದ ಪೊಲೀಸ್ ಅಧಿಕಾರಿ ಕಥೆ ಕುತೂಹಲಕಾರಿಯಾಗಿದೆ. ಲಂಡನ್ ಕೆಫೆ ಮುಖ್ಯ ಕೇಂದ್ರವಾಗಿ ಕಥೆ ಸಾಗುತ್ತದೆ.: [1050, 1189, 1145, 1314]
stadium-board: [258, 273, 682, 323]
reg-dot: [104, 2026, 117, 2039]
credit-text: ತಾರಾಗಣ: ಕವೀಶ್ ಶೆಟ್ಟಿ, ಮೇಘಾ ಶೆಟ್ಟಿ, ಶಿವಾನಿ ಸುರ್ವೆ, ವಿರಾಟ್ ಮಡಕೆ: [766, 1318, 1028, 1349]
masthead: [0, 0, 1378, 200]
reg-dot: [40, 2026, 53, 2039]
lead-bottom-col-a: [700, 918, 910, 1083]
bank-bhagyalakshmi-poster: [1152, 1620, 1342, 1790]
credit-text: ನಿರ್ಮಾಣ: ಎಂ.ಎಸ್. ಸ್ಕ್ವೇರ್ ಮೂವೀಸ್: [248, 1282, 414, 1298]
review2-col4: [1152, 1372, 1342, 1612]
registration-marks: [40, 2026, 133, 2039]
credit-bullet: [228, 1285, 240, 1297]
coach-photo: [260, 690, 460, 890]
credit-bullet: [954, 1910, 966, 1922]
lead-article-col2b: [258, 900, 464, 1080]
credit-text: ನಿರ್ಮಾಣ: ವಿಜಯ್ ಕುಮಾರ್ ಶೆಟ್ಟಿ, ರಮೇಶ್ ಕೊಠಾರಿ, ವಿವೇಕ್ ಶೆಟ್ಟಿ, ವಿಜಯ್ ಪ್ರಕಾಶ್: [766, 1264, 1028, 1295]
credit-bullet: [228, 1331, 240, 1343]
credit-text: ಚಿತ್ರ: ಬ್ಯಾಂಕ್ ಆಫ್ ಭಾಗ್ಯಲಕ್ಷ್ಮಿ: [974, 1876, 1098, 1892]
credit-row: [954, 1932, 1336, 1992]
player-figure: [473, 263, 513, 428]
review2-text-col3: ಸಿನಿಮಾ ನೋಡಬೇಕು. ಚಿತ್ರದ ನಾಯಕ ಪಾತ್ರಧಾರಿ ಕವೀಶ್ ಶೆಟ್ಟಿ ಪಾತ್ರವನ್ನು ಚೆನ್ನಾಗಿ ನಿರ್ವಹಿಸಿದ್ದಾರೆ. ನಾಯಕಿ ಮೇಘಾ ಶೆಟ್ಟಿ ಹಳ್ಳಿ ಹುಡುಗಿಯಾಗಿ ಗಮನ ಸೆಳೆಯುತ್ತಾರೆ. ಶಿವಾನಿ ಸುರ್ವೆ ಪೊಲೀಸ್ ಅಧಿಕಾರಿ ಪಾತ್ರ ನಿರ್ವಹಿಸಿದ್ದಾರೆ. ನಕ್ಸಲ್ ಸಿದ್ಧಾಂತ, ಸಾಮಾಜಿಕ ಅನ್ಯಾಯ, ಪ್ರೀತಿ ಹಾಗೂ ತ್ಯಾಗದ ಅಂಶಗಳನ್ನು ಒಳಗೊಂಡ ಚಿತ್ರ ಕುತೂಹಲಕಾರಿಯಾಗಿ ಮೂಡಿಬಂದಿದೆ.: [740, 1409, 1145, 1450]
player-figure: [533, 258, 573, 433]
credit-row: [228, 1276, 506, 1307]
poster-figure: [1282, 1665, 1322, 1790]
rating-stars: ★★★: [1020, 1998, 1070, 2017]
player-figure: [408, 243, 450, 433]
pathashala-photo: [40, 1432, 514, 1687]
review2-col3: [740, 1408, 1145, 1578]
review3-text-col2: ಅವನ ತಂಡ ಭಾಗ್ಯಲಕ್ಷ್ಮಿ ಎಂಬ ಬ್ಯಾಂಕ್ ದರೋಡೆಗೆ ನಿರ್ಧರಿಸುತ್ತಾರೆ. ಇದಕ್ಕಾಗಿ ಅವರು ಬ್ಯಾಂಕ್ ಪ್ರವೇಶಿಸಿದಾಗ, ಅವರ ಯೋಜನೆ ಕೈ ಕೊಡುತ್ತದೆ. ಈ ಸಂದರ್ಭದಲ್ಲಿ ಬ್ಯಾಂಕ್ ಒಳಗಿದ್ದ ಜನರನ್ನು ಒತ್ತೆಯಾಳಾಗಿ ಇರಿಸಿಕೊಳ್ಳುತ್ತಾರೆ. ಪೊಲೀಸರು ಬ್ಯಾಂಕ್ ಸುತ್ತುವರಿಯುತ್ತಾರೆ. ಈ ನಡುವೆ ನಡೆಯುವ ಹಾಸ್ಯ ಘಟನೆಗಳು ಪ್ರೇಕ್ಷಕರನ್ನು ನಗಿಸುತ್ತವೆ. ಒಂದು ಕಡೆ ನಾಯಕನ ಕೆಲಸ, ಇನ್ನೊಂದೆಡೆ ಬ್ಯಾಂಕ್ ದರೋಡೆಯ ಹಿಂದಿನ ರಹಸ್ಯ ಬಯಲಾಗುತ್ತದೆ. ಚಿತ್ರದಲ್ಲಿ ಪೊಲೀಸ್ ಅಧಿಕಾರಿ ಪಾತ್ರದಲ್ಲಿ ಗೋಪಾಲಕೃಷ್ಣ ದೇಶಪಾಂಡೆ ಗಮನ ಸೆಳೆಯುತ್ತಾರೆ. ಕೊನೆಯಲ್ಲಿ ಒಂದು ಟ್ವಿಸ್ಟ್ ಕಾದಿದೆ. ನಿರ್ದೇಶಕರು ಹೇಳಬೇಕಾದ್ದನ್ನು ಸ್ಪಷ್ಟವಾಗಿ ಹೇಳಿದ್ದಾರೆ.: [740, 1635, 940, 1790]
review3-caption-text: ಈ ರೀತಿಯ ಚಿತ್ರಗಳನ್ನು ನೋಡಬಹುದು. ಅದರಲ್ಲಿ ಕನ್ನಡದಲ್ಲಿ ಇದು ವಿಭಿನ್ನ ಪ್ರಯತ್ನ. ನಿರ್ಮಾಪಕರ ನಿಷ್ಠೆ ನಿರ್ದೇಶಕರ ಶ್ರಮ ಗೆದ್ದಿದೆ.: [1152, 1797, 1342, 1838]
headline-part-blue: ಪೆಟ್ಟು ತಿಂದ: [42, 118, 234, 172]
lead-bottom-text-c: ಎಂಬುದು ಕೋಚ್ ಗಂಭೀರ್ ಮತ್ತು ಟೀಮ್ ಮ್ಯಾನೇಜ್ಮೆಂಟ್ ನಂಬಿಕೆ. ಆದರೆ ಬೌಲರ್‌ಗಳಿಗೆ ತಮ್ಮ ಕೆಲಸವನ್ನು ಮಾಡುವಷ್ಟು ಕೇವಲ ಬ್ಯಾಟರ್‌ಗಳು ತಂಡದಲ್ಲಿ ತಮ್ಮ ಸ್ಥಾನವನ್ನು ಭದ್ರಪಡಿಸಿಕೊಳ್ಳಲು ಆಡುತ್ತಿದ್ದಾರೆ. ಹೀಗೆ ಮುಂದುವರಿದರೆ ಭಾರತ ಟೆಸ್ಟ್ ಕ್ರಿಕೆಟ್ ನಲ್ಲಿ ದಯನೀಯ ಸ್ಥಿತಿ ತಲುಪುವ ಕಾಲ ದೂರವಿಲ್ಲ. ಇಂತಹ ಪರಿಸ್ಥಿತಿ ಎದುರಾಗುವ ಮೊದಲೇ ಬಿಸಿಸಿಐ ಎಚ್ಚರ ವಹಿಸುವುದು ಒಳಿತು.: [1130, 919, 1340, 1017]
lead-bottom-text-a: ವಿರುದ್ಧದ ಎರಡು ಟೆಸ್ಟ್ ಗಳಲ್ಲಿ ಭಾರತ ತಂಡದ ಬ್ಯಾಟರ್ ಗಳು ಒಂದೇ ಒಂದು ಶತಕ ಗಳಿಸಲು ವಿಫಲರಾಗಿದ್ದಾರೆ. ಇದಲ್ಲದೆ, ಭಾರತ ತಂಡವು ಇನ್ನಿಂಗ್ಸ್‌ನಲ್ಲಿ ಒಮ್ಮೆಯೂ 202 ದಾಟಲಿಲ್ಲ. ಜಸ್ಪ್ರೀತ್ ಬುಮ್ರಾ, ಮೊಹಮ್ಮದ್ ಶಮಿ, ರವೀಂದ್ರ ಜಡೇಜಾ ಮತ್ತು ರವಿಚಂದ್ರನ್ ಅಶ್ವಿನ್ ಅವರ ಅದ್ಭುತ ಪ್ರದರ್ಶನದಿಂದಾಗಿ ಭಾರತ: [700, 919, 910, 1003]
child-figure: [390, 1512, 485, 1687]
date-box: [1268, 30, 1338, 94]
credit-row: [954, 1870, 1336, 1901]
cinema-banner: ಚಿತ್ರ ವಿಮರ್ಶೆ: [620, 1080, 800, 1112]
lead-text-col2: ತಂತ್ರ ಫಲಿಸಲಿಲ್ಲ. ಉತ್ತಮ ಬ್ಯಾಟರ್ ಗಳಿಗೆ ಅವಕಾಶ ಸಿಗದಿರುವುದು ತಂಡದ ಹಿನ್ನಡೆಗೆ ಪ್ರಮುಖ ಕಾರಣವಾಗಿದೆ. ಪ್ರದರ್ಶನವನ್ನು ಬೊಟ್ಟು ಮಾಡಿ ತೋರಿಸಿದೆ. ಕಳೆದ ವರ್ಷದಲ್ಲಿ ಭಾರತ ತಮ್ಮ ತಂಡದ ಆಯ್ಕೆ, ಪಿಚ್ ಆಯ್ಕೆ ಮತ್ತು ತಂತ್ರವನ್ನು ಪದೇ ಪದೇ ಬದಲಾಯಿಸಿತು. ಆದರೆ ಸ್ಥಿರತೆ ಎಲ್ಲಿಯೂ ಕಾಣಲಿಲ್ಲ. ಸೋಲಿನ ಬಳಿಕ ನಂತರ ಆಟಗಾರರನ್ನು ಕೈಬಿಡುವ ಮತ್ತು ಹೊಸಬರನ್ನು ಸೇರಿಸುವ ಪ್ರಕ್ರಿಯೆ ಮುಂದುವರೆದಿದೆ. ಟೆಸ್ಟ್ ಕ್ರಿಕೆಟ್‌ನಲ್ಲಿ ಸ್ಥಿರತೆಯ ಅಗತ್ಯವಿದೆ.: [258, 507, 464, 619]
review3-headline: ಹುಡುಗಾಟಿಕೆ ಹುಡುಗರ ಬ್ಯಾಂಕ್ ದರೋಡೆ ಕಥನ: [556, 1591, 924, 1619]
review2-side: [1050, 1188, 1145, 1403]
poster-face: [1202, 1146, 1292, 1266]
credit-row: [746, 1223, 1039, 1254]
